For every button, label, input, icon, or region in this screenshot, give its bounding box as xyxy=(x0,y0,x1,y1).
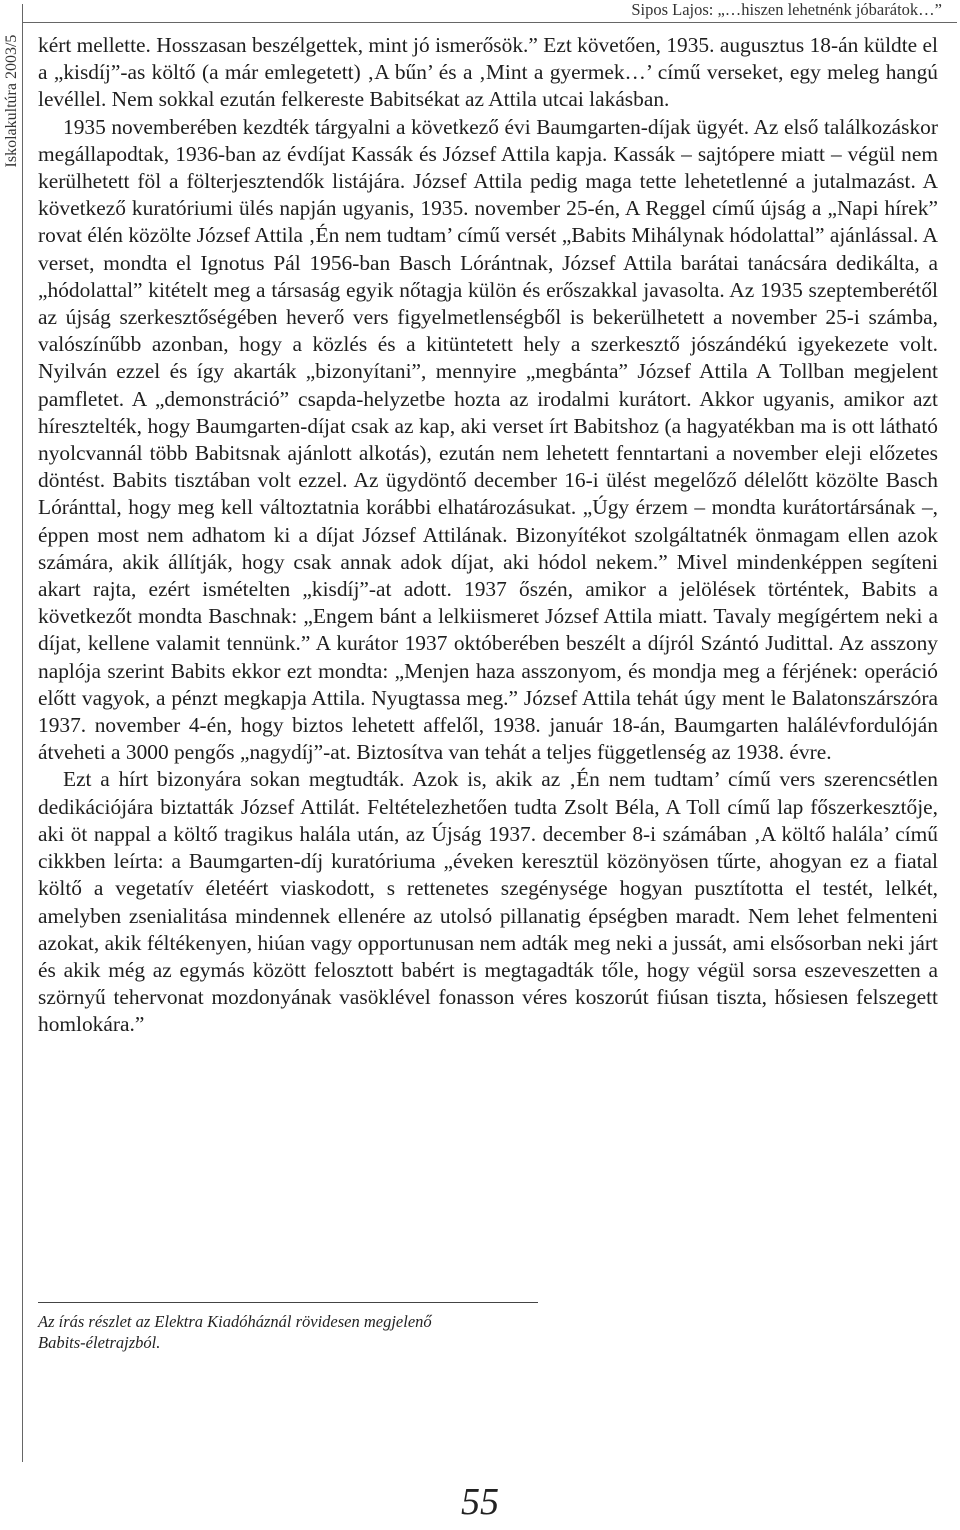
footnote-rule xyxy=(38,1302,538,1303)
footnote-line: Babits-életrajzból. xyxy=(38,1333,161,1352)
journal-name: Iskolakultúra 2003/5 xyxy=(3,34,20,168)
paragraph: Ezt a hírt bizonyára sokan megtudták. Azok is, akik az ‚Én nem tudtam’ című vers szerencsétlen dedikációjára biztatták József Attilát. Feltételezhetően tudta Zsolt Béla, A Toll című lap főszerkesztője, aki öt nappal a költő tragikus halála után, az Újság 1937. december 8-i számában ‚A költő halála’ című cikkben leírta: a Baumgarten-díj kuratóriuma „éveken keresztül közönyösen tűrte, ahogyan ez a fiatal költő a vegetatív életéért viaskodott, s rettenetes szegénysége hogyan pusztította el testét, lelkét, amelyben zsenialitása mindennek ellenére az utolsó pillanatig épségben maradt. Nem lehet felmenteni azokat, akik féltékenyen, hiúan vagy opportunusan nem adták meg neki a jussát, ami elsősorban neki járt és akik még az egymás között felosztott babért is megtagadták tőle, hogy végül sorsa eszeveszetten a szörnyű tehervonat mozdonyának vasöklével fonasson véres koszorút fiúsan tiszta, hősiesen felszegett homlokára.” xyxy=(38,767,938,1037)
running-head: Sipos Lajos: „…hiszen lehetnénk jóbarátok…” xyxy=(631,0,942,19)
article-body xyxy=(38,32,938,1039)
footnote xyxy=(38,1311,598,1353)
page-number: 55 xyxy=(461,1481,499,1523)
paragraph: 1935 novemberében kezdték tárgyalni a következő évi Baumgarten-díjak ügyét. Az első találkozáskor megállapodtak, 1936-ban az évdíjat Kassák és József Attila kapja. Kassák – sajtópere miatt – végül nem kerülhetett föl a fölterjesztendők listájára. József Attila pedig maga tette lehetetlenné a jutalmazást. A következő kuratóriumi ülés napján ugyanis, 1935. november 25-én, A Reggel című újság a „Napi hírek” rovat élén közölte József Attila ‚Én nem tudtam’ című versét „Babits Mihálynak hódolattal” ajánlással. A verset, mondta el Ignotus Pál 1956-ban Basch Lórántnak, József Attila barátai tanácsára dedikálta, a „hódolattal” kitételt meg a társaság egyik nőtagja külön és erőszakkal javasolta. Az 1935 szeptemberétől az újság szerkesztőségében heverő vers figyelmetlenségből is bekerülhetett a november 25-i számba, valószínűbb azonban, hogy a közlés és a kitüntetett hely a szerkesztő jószándékú igyekezete volt. Nyilván ezzel és így akarták „bizonyítani”, mennyire „megbánta” József Attila A Tollban megjelent pamfletet. A „demonstráció” csapda-helyzetbe hozta az irodalmi kurátort. Akkor ugyanis, amikor azt híresztelték, hogy Baumgarten-díjat csak az kap, aki verset írt Babitshoz (a hagyatékban ma is ott látható nyolcvannál több Babitsnak ajánlott alkotás), ezután nem lehetett fenntartani a november eleji előzetes döntést. Babits tisztában volt ezzel. Az ügydöntő december 16-i ülést megelőző délelőtt közölte Basch Lóránttal, hogy meg kell változtatnia korábbi elhatározásukat. „Úgy érzem – mondta kurátortársának –, éppen most nem adhatom ki a díjat József Attilának. Bizonyítékot szolgáltatnék önmagam ellen azok számára, akik állítják, hogy csak annak adok díjat, aki hódol nekem.” Mivel mindenképpen segíteni akart rajta, ezért ismételten „kisdíj”-at adott. 1937 őszén, amikor a jelölések történtek, Babits a következőt mondta Baschnak: „Engem bánt a lelkiismeret József Attila miatt. Tavaly megígértem neki a díjat, kellene valamit tennünk.” A kurátor 1937 októberében beszélt a díjról Szántó Judittal. Az asszony naplója szerint Babits ekkor ezt mondta: „Menjen haza asszonyom, és mondja meg a férjének: operáció előtt vagyok, a pénzt megkapja Attila. Nyugtassa meg.” József Attila tehát úgy ment le Balatonszárszóra 1937. november 4-én, hogy biztos lehetett affelől, 1938. január 18-án, Baumgarten halálévfordulóján átveheti a 3000 pengős „nagydíj”-at. Biztosítva van tehát a teljes függetlenség az 1938. évre. xyxy=(38,114,938,765)
header-rule xyxy=(22,22,957,23)
footnote-line: Az írás részlet az Elektra Kiadóháznál rövidesen megjelenő xyxy=(38,1312,432,1331)
journal-side-label xyxy=(0,16,24,186)
left-vertical-rule xyxy=(22,4,23,1462)
paragraph-continued: kért mellette. Hosszasan beszélgettek, mint jó ismerősök.” Ezt követően, 1935. augusztus 18-án küldte el a „kisdíj”-as költő (a már emlegetett) ‚A bűn’ és a ‚Mint a gyermek…’ című verseket, egy meleg hangú levéllel. Nem sokkal ezután felkereste Babitsékat az Attila utcai lakásban. xyxy=(38,33,938,112)
